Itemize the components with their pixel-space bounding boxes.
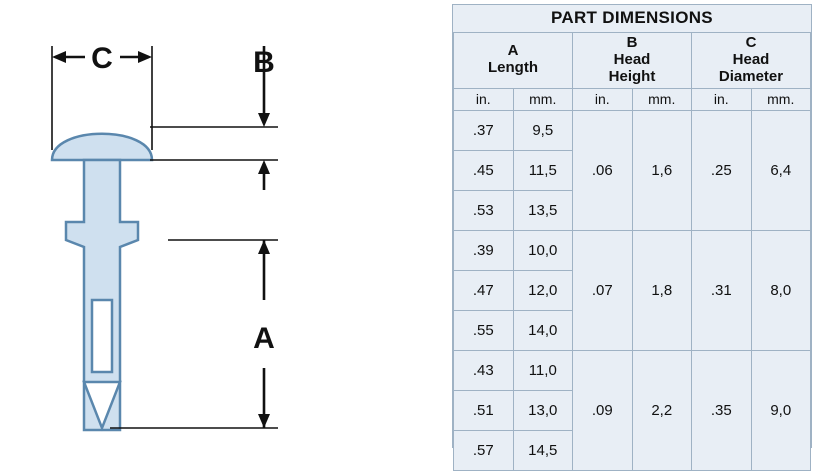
group-name-c-line2: Diameter [718,67,784,85]
cell-a-mm: 14,5 [513,431,573,471]
cell-a-mm: 10,0 [513,231,573,271]
table-title-row [454,5,811,33]
group-name-a-line1: Length [488,59,538,77]
cell-c-mm: 8,0 [751,231,811,351]
table-title: PART DIMENSIONS [454,5,811,33]
group-header-a [454,33,573,89]
group-letter-b: B [626,34,638,51]
cell-a-mm: 11,0 [513,351,573,391]
group-name-b-line2: Height [608,67,656,85]
cell-a-mm: 13,0 [513,391,573,431]
cell-b-mm: 1,8 [632,231,692,351]
dimension-label-b: B [253,46,275,79]
cell-a-in: .43 [454,351,514,391]
cell-a-mm: 11,5 [513,151,573,191]
cell-a-in: .51 [454,391,514,431]
b-extension-lines [150,127,278,160]
unit-header-c-in: in. [692,89,752,111]
cell-b-in: .09 [573,351,633,471]
cell-c-in: .35 [692,351,752,471]
table-row [454,351,811,391]
cell-a-in: .37 [454,111,514,151]
rivet-leg-edge [84,430,102,452]
rivet-slot [92,300,112,372]
dimension-label-c: C [91,42,113,75]
group-name-c-line1: Head [732,50,770,68]
unit-header-b-mm: mm. [632,89,692,111]
cell-a-mm: 13,5 [513,191,573,231]
unit-header-c-mm: mm. [751,89,811,111]
cell-a-in: .47 [454,271,514,311]
cell-c-mm: 9,0 [751,351,811,471]
dimension-label-a: A [253,322,275,355]
cell-a-in: .55 [454,311,514,351]
unit-header-a-mm: mm. [513,89,573,111]
part-dimensions-table [453,5,811,471]
table-row [454,111,811,151]
table-unit-header-row [454,89,811,111]
table-row [454,231,811,271]
cell-b-mm: 1,6 [632,111,692,231]
cell-c-in: .25 [692,111,752,231]
group-name-b-line1: Head [613,50,651,68]
group-header-c [692,33,811,89]
rivet-head [52,134,152,160]
group-letter-c: C [745,34,757,51]
cell-b-in: .06 [573,111,633,231]
cell-a-in: .45 [454,151,514,191]
cell-b-in: .07 [573,231,633,351]
cell-a-in: .53 [454,191,514,231]
rivet-part-shape [52,134,152,452]
group-header-b [573,33,692,89]
unit-header-b-in: in. [573,89,633,111]
cell-a-in: .57 [454,431,514,471]
cell-a-in: .39 [454,231,514,271]
cell-c-in: .31 [692,231,752,351]
cell-a-mm: 14,0 [513,311,573,351]
cell-a-mm: 9,5 [513,111,573,151]
unit-header-a-in: in. [454,89,514,111]
table-group-header-row [454,33,811,89]
cell-a-mm: 12,0 [513,271,573,311]
cell-b-mm: 2,2 [632,351,692,471]
part-dimensions-table-container [452,4,812,459]
group-letter-a: A [507,42,519,60]
cell-c-mm: 6,4 [751,111,811,231]
